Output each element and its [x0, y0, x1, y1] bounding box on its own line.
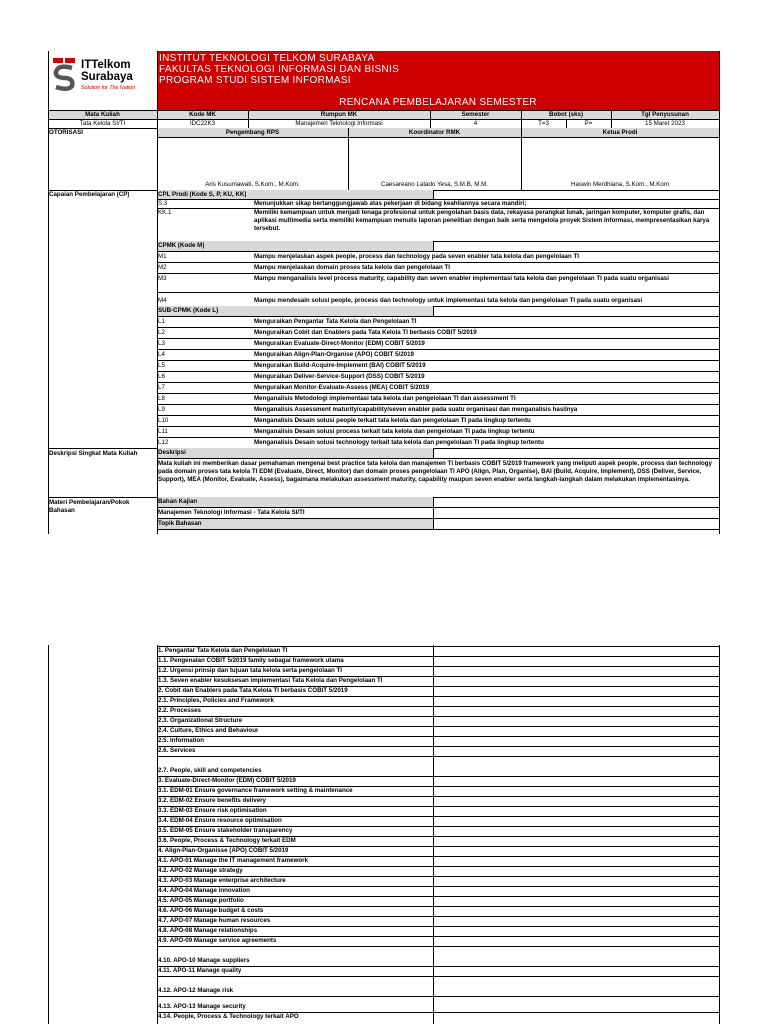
topik-item: 4.7. APO-07 Manage human resources: [158, 917, 271, 924]
topik-item: 3.1. EDM-01 Ensure governance framework setting & maintenance: [158, 787, 353, 794]
subcpmk-text: Menguraikan Build-Acquire-Implement (BAI) COBIT 5/2019: [254, 362, 426, 369]
topik-item: 3.3. EDM-03 Ensure risk optimisation: [158, 807, 267, 814]
val-rumpun-mk: Manajemen Teknologi Informasi: [295, 120, 383, 127]
topik-item: 3.2. EDM-02 Ensure benefits delivery: [158, 797, 266, 804]
subcpmk-text: Menguraikan Monitor-Evaluate-Assess (MEA) COBIT 5/2019: [254, 384, 430, 391]
ketua-label: Ketua Prodi: [602, 129, 638, 136]
faculty-name: FAKULTAS TEKNOLOGI INFORMASI DAN BISNIS: [159, 64, 400, 75]
subcpmk-code: L3: [158, 340, 165, 347]
koordinator-label: Koordinator RMK: [408, 129, 461, 136]
pengembang-label: Pengembang RPS: [225, 129, 280, 136]
topik-item: 4.8. APO-08 Manage relationships: [158, 927, 258, 934]
capaian-label: Capaian Pembelajaran (CP): [49, 191, 130, 198]
subcpmk-text: Menganalisis Desain solusi people terkait tata kelola dan pengelolaan TI pada lingkup tertentu: [254, 417, 531, 424]
col-semester: Semester: [461, 111, 490, 118]
topik-item: 4.5. APO-05 Manage portfolio: [158, 897, 244, 904]
cpl-text: Memiliki kemampuan untuk menjadi tenaga profesional untuk pengolahan basis data, rekayasa perangkat lunak, jaringan komputer, komputer grafis, dan aplikasi multimedia serta memiliki kemampuan menulis laporan penelitian dengan baik serta mengelola proyek Sistem Informasi, mempresentasikan karya tersebut.: [254, 209, 710, 232]
bahan-text: Manajemen Teknologi Informasi - Tata Kelola SI/TI: [158, 509, 305, 516]
topik-item: 4. Align-Plan-Organisse (APO) COBIT 5/2019: [158, 847, 289, 854]
subcpmk-code: L6: [158, 373, 165, 380]
logo-name: ITTelkom: [81, 59, 131, 71]
subcpmk-text: Menguraikan Align-Plan-Organise (APO) COBIT 5/2019: [254, 351, 414, 358]
document-title: RENCANA PEMBELAJARAN SEMESTER: [339, 97, 537, 108]
logo-city: Surabaya: [81, 71, 133, 83]
topik-item: 4.6. APO-06 Manage budget & costs: [158, 907, 264, 914]
topik-item: 2.7. People, skill and competencies: [158, 767, 262, 774]
cpl-code: KK.1: [158, 209, 172, 216]
cpl-header: CPL Prodi (Kode S, P, KU, KK): [158, 191, 247, 198]
topik-item: 4.1. APO-01 Manage the IT management framework: [158, 857, 309, 864]
subcpmk-header: SUB-CPMK (Kode L): [158, 307, 219, 314]
subcpmk-text: Menganalisis Desain solusi technology terkait tata kelola dan pengelolaan TI pada lingkup tertentu: [254, 439, 544, 446]
col-mata-kuliah: Mata Kuliah: [85, 111, 120, 118]
cpmk-header: CPMK (Kode M): [158, 242, 205, 249]
topik-item: 2. Cobit dan Enablers pada Tata Kelola TI berbasis COBIT 5/2019: [158, 687, 348, 694]
val-semester: 4: [473, 120, 478, 127]
cpmk-code: M3: [158, 275, 167, 282]
topik-item: 4.10. APO-10 Manage suppliers: [158, 957, 250, 964]
topik-item: 4.9. APO-09 Manage service agreements: [158, 937, 277, 944]
subcpmk-code: L11: [158, 428, 168, 435]
subcpmk-text: Menganalisis Desain solusi process terkait tata kelola dan pengelolaan TI pada lingkup tertentu: [254, 428, 535, 435]
subcpmk-text: Menguraikan Pengantar Tata Kelola dan Pengelolaan TI: [254, 318, 417, 325]
subcpmk-text: Menganalisis Metodologi implementasi tata kelola dan pengelolaan TI dan assessment TI: [254, 395, 516, 402]
subcpmk-text: Menguraikan Evaluate-Direct-Monitor (EDM) COBIT 5/2019: [254, 340, 425, 347]
bahan-header: Bahan Kajian: [158, 498, 198, 505]
ketua-name: Haswin Merdhiana, S.Kom., M.Kom: [570, 181, 669, 188]
topik-item: 4.13. APO-13 Manage security: [158, 1003, 246, 1010]
val-mata-kuliah: Tata Kelola SI/TI: [79, 120, 126, 127]
val-bobot-t: T=3: [538, 120, 549, 127]
topik-item: 2.5. Information: [158, 737, 205, 744]
deskripsi-text: Mata kuliah ini memberikan dasar pemahaman mengenai best practice tata kelola dan manajemen TI berbasis COBIT 5/2019 framework yang meliputi aspek people, process dan technology pada domain proses tata kelola TI EDM (Evaluate, Direct, Monitor) dan domain proses pengelolaan TI APO (Align, Plan, Organise), BAI (Build, Acquire, Implement), DSS (Deliver, Service, Support), MEA (Monitor, Evaluate, Assess), bagaimana melakukan assessment maturity, capability maupun seven enabler serta langkah-langkah dalam melakukan implementasinya.: [158, 460, 712, 483]
cpmk-text: Mampu menjelaskan aspek people, process dan technology pada seven enabler tata kelola dan pengelolaan TI: [254, 253, 579, 260]
topik-item: 1. Pengantar Tata Kelola dan Pengelolaan TI: [158, 647, 288, 654]
val-bobot-p: P=: [584, 120, 593, 127]
logo-tagline: Solution for The Nation: [81, 85, 136, 91]
cpmk-text: Mampu menganalisis level process maturity, capability dan seven enabler implementasi tata kelola dan pengelolaan TI pada suatu organisasi: [254, 275, 669, 282]
institute-name: INSTITUT TEKNOLOGI TELKOM SURABAYA: [159, 53, 375, 64]
cpmk-code: M4: [158, 297, 167, 304]
deskripsi-header: Deskripsi: [158, 449, 186, 456]
topik-item: 2.4. Culture, Ethics and Behaviour: [158, 727, 259, 734]
ittelkom-logo-icon: [50, 56, 80, 92]
materi-label: Materi Pembelajaran/Pokok Bahasan: [49, 499, 130, 514]
subcpmk-text: Menguraikan Cobit dan Enablers pada Tata Kelola TI berbasis COBIT 5/2019: [254, 329, 477, 336]
subcpmk-text: Menganalisis Assessment maturity/capability/seven enabler pada suatu organisasi dan menganalisis hasilnya: [254, 406, 578, 413]
subcpmk-code: L9: [158, 406, 165, 413]
koordinator-name: Caesareano Latado Yesa, S.M.B, M.M.: [381, 181, 488, 188]
col-kode-mk: Kode MK: [189, 111, 216, 118]
cpl-text: Menunjukkan sikap bertanggungjawab atas pekerjaan di bidang keahliannya secara mandiri;: [254, 200, 527, 207]
cpmk-text: Mampu menjelaskan domain proses tata kelola dan pengelolaan TI: [254, 264, 450, 271]
val-kode-mk: IDC22K3: [189, 120, 216, 127]
subcpmk-code: L1: [158, 318, 165, 325]
col-tgl: Tgl Penyusunan: [641, 111, 689, 118]
topik-item: 4.2. APO-02 Manage strategy: [158, 867, 243, 874]
cpl-code: S.3: [158, 200, 168, 207]
subcpmk-text: Menguraikan Deliver-Service-Support (DSS) COBIT 5/2019: [254, 373, 425, 380]
topik-item: 4.4. APO-04 Manage innovation: [158, 887, 250, 894]
subcpmk-code: L4: [158, 351, 165, 358]
document-title-bar: [157, 96, 719, 110]
topik-item: 2.6. Services: [158, 747, 196, 754]
topik-item: 3. Evaluate-Direct-Monitor (EDM) COBIT 5/2019: [158, 777, 296, 784]
institution-header: [157, 51, 719, 96]
cpmk-text: Mampu mendesain solusi people, process dan technology untuk implementasi tata kelola dan pengelolaan TI pada suatu organisasi: [254, 297, 643, 304]
topik-item: 2.3. Organizational Structure: [158, 717, 243, 724]
topik-item: 3.6. People, Process & Technology terkait EDM: [158, 837, 296, 844]
subcpmk-code: L8: [158, 395, 165, 402]
cpmk-code: M2: [158, 264, 167, 271]
topik-item: 1.3. Seven enabler kesuksesan implementasi Tata Kelola dan Pengelolaan TI: [158, 677, 383, 684]
topik-item: 2.1. Principles, Policies and Framework: [158, 697, 274, 704]
subcpmk-code: L2: [158, 329, 165, 336]
topik-header: Topik Bahasan: [158, 520, 202, 527]
pengembang-name: Aris Kusumawati, S.Kom., M.Kom.: [205, 181, 300, 188]
program-name: PROGRAM STUDI SISTEM INFORMASI: [159, 75, 351, 86]
bahan-header-bg: [157, 497, 433, 507]
subcpmk-code: L5: [158, 362, 165, 369]
deskripsi-label: Deskripsi Singkat Mata Kuliah: [49, 450, 138, 457]
topik-item: 4.3. APO-03 Manage enterprise architecture: [158, 877, 286, 884]
subcpmk-code: L7: [158, 384, 165, 391]
cpmk-code: M1: [158, 253, 167, 260]
topik-item: 4.12. APO-12 Manage risk: [158, 987, 234, 994]
topik-item: 3.5. EDM-05 Ensure stakeholder transparency: [158, 827, 293, 834]
deskripsi-header-bg: [157, 448, 433, 458]
col-bobot: Bobot (sks): [548, 111, 584, 118]
topik-item: 4.11. APO-11 Manage quality: [158, 967, 242, 974]
otorisasi-label: OTORISASI: [49, 129, 83, 136]
val-tgl: 15 Maret 2023: [645, 120, 685, 127]
topik-item: 2.2. Processes: [158, 707, 202, 714]
topik-item: 1.1. Pengenalan COBIT 5/2019 family sebagai framework utama: [158, 657, 344, 664]
topik-item: 3.4. EDM-04 Ensure resource optimisation: [158, 817, 282, 824]
col-rumpun-mk: Rumpun MK: [320, 111, 358, 118]
topik-item: 4.14. People, Process & Technology terkait APO: [158, 1013, 299, 1020]
subcpmk-code: L10: [158, 417, 169, 424]
logo: [48, 51, 156, 97]
topik-item: 1.2. Urgensi prinsip dan tujuan tata kelola serta pengelolaan TI: [158, 667, 342, 674]
subcpmk-code: L12: [158, 439, 169, 446]
